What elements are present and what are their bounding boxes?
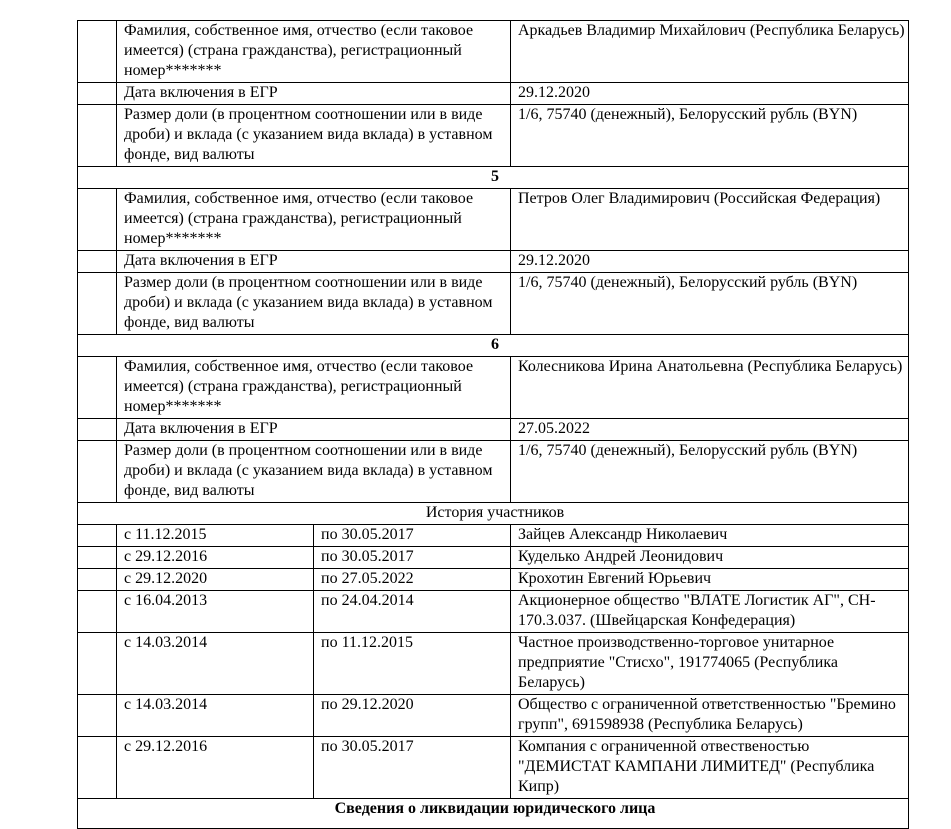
participant-share-row <box>78 441 909 503</box>
row-number-cell <box>78 21 117 83</box>
history-participant: Компания с ограниченной отвественостью "ДЕМИСТАТ КАМПАНИ ЛИМИТЕД" (Республика Кипр) <box>511 737 909 799</box>
history-from: с 11.12.2015 <box>117 525 314 547</box>
history-participant: Акционерное общество "ВЛАТЕ Логистик АГ", CH-170.3.037. (Швейцарская Конфедерация) <box>511 591 909 633</box>
participant-number: 5 <box>78 167 909 189</box>
row-number-cell <box>78 737 117 799</box>
row-number-cell <box>78 441 117 503</box>
participant-share-row <box>78 105 909 167</box>
liquidation-section-title: Сведения о ликвидации юридического лица <box>78 799 909 829</box>
row-number-cell <box>78 569 117 591</box>
history-to: по 29.12.2020 <box>314 695 511 737</box>
row-number-cell <box>78 251 117 273</box>
row-number-cell <box>78 83 117 105</box>
participant-name-value: Аркадьев Владимир Михайлович (Республика Беларусь) <box>511 21 909 83</box>
row-number-cell <box>78 189 117 251</box>
history-to: по 30.05.2017 <box>314 737 511 799</box>
history-title-row <box>78 503 909 525</box>
history-from: с 14.03.2014 <box>117 695 314 737</box>
egr-extract-table <box>77 20 909 829</box>
field-label-egr-date: Дата включения в ЕГР <box>117 419 511 441</box>
row-number-cell <box>78 273 117 335</box>
history-row <box>78 569 909 591</box>
field-label-share: Размер доли (в процентном соотношении или в виде дроби) и вклада (с указанием вида вклада) в уставном фонде, вид валюты <box>117 273 511 335</box>
history-participant: Зайцев Александр Николаевич <box>511 525 909 547</box>
field-label-name: Фамилия, собственное имя, отчество (если таковое имеется) (страна гражданства), регистрационный номер******* <box>117 189 511 251</box>
participant-egr-date-row <box>78 251 909 273</box>
field-label-name: Фамилия, собственное имя, отчество (если таковое имеется) (страна гражданства), регистрационный номер******* <box>117 357 511 419</box>
participant-egr-date-row <box>78 83 909 105</box>
participant-number: 6 <box>78 335 909 357</box>
row-number-cell <box>78 695 117 737</box>
participant-egr-date-row <box>78 419 909 441</box>
history-title: История участников <box>78 503 909 525</box>
history-from: с 14.03.2014 <box>117 633 314 695</box>
row-number-cell <box>78 591 117 633</box>
history-to: по 30.05.2017 <box>314 525 511 547</box>
row-number-cell <box>78 419 117 441</box>
history-to: по 30.05.2017 <box>314 547 511 569</box>
history-from: с 29.12.2020 <box>117 569 314 591</box>
history-row <box>78 695 909 737</box>
history-participant: Крохотин Евгений Юрьевич <box>511 569 909 591</box>
row-number-cell <box>78 105 117 167</box>
history-from: с 16.04.2013 <box>117 591 314 633</box>
history-to: по 24.04.2014 <box>314 591 511 633</box>
history-participant: Куделько Андрей Леонидович <box>511 547 909 569</box>
participant-egr-date-value: 29.12.2020 <box>511 251 909 273</box>
participant-number-row <box>78 335 909 357</box>
field-label-egr-date: Дата включения в ЕГР <box>117 83 511 105</box>
participant-name-row <box>78 189 909 251</box>
participant-share-row <box>78 273 909 335</box>
history-row <box>78 591 909 633</box>
history-from: с 29.12.2016 <box>117 547 314 569</box>
row-number-cell <box>78 357 117 419</box>
history-row <box>78 525 909 547</box>
field-label-name: Фамилия, собственное имя, отчество (если таковое имеется) (страна гражданства), регистрационный номер******* <box>117 21 511 83</box>
participant-share-value: 1/6, 75740 (денежный), Белорусский рубль (BYN) <box>511 441 909 503</box>
participant-name-value: Колесникова Ирина Анатольевна (Республика Беларусь) <box>511 357 909 419</box>
field-label-share: Размер доли (в процентном соотношении или в виде дроби) и вклада (с указанием вида вклада) в уставном фонде, вид валюты <box>117 441 511 503</box>
liquidation-title-row <box>78 799 909 829</box>
participant-name-value: Петров Олег Владимирович (Российская Федерация) <box>511 189 909 251</box>
history-row <box>78 737 909 799</box>
history-to: по 11.12.2015 <box>314 633 511 695</box>
history-participant: Общество с ограниченной ответственностью "Бремино групп", 691598938 (Республика Беларусь) <box>511 695 909 737</box>
history-participant: Частное производственно-торговое унитарное предприятие "Стисхо", 191774065 (Республика Беларусь) <box>511 633 909 695</box>
participant-egr-date-value: 29.12.2020 <box>511 83 909 105</box>
participant-name-row <box>78 357 909 419</box>
row-number-cell <box>78 633 117 695</box>
participant-share-value: 1/6, 75740 (денежный), Белорусский рубль (BYN) <box>511 273 909 335</box>
field-label-share: Размер доли (в процентном соотношении или в виде дроби) и вклада (с указанием вида вклада) в уставном фонде, вид валюты <box>117 105 511 167</box>
participant-share-value: 1/6, 75740 (денежный), Белорусский рубль (BYN) <box>511 105 909 167</box>
history-row <box>78 547 909 569</box>
row-number-cell <box>78 525 117 547</box>
field-label-egr-date: Дата включения в ЕГР <box>117 251 511 273</box>
egr-extract-page <box>77 20 908 829</box>
history-from: с 29.12.2016 <box>117 737 314 799</box>
history-row <box>78 633 909 695</box>
row-number-cell <box>78 547 117 569</box>
participant-name-row <box>78 21 909 83</box>
participant-egr-date-value: 27.05.2022 <box>511 419 909 441</box>
participant-number-row <box>78 167 909 189</box>
history-to: по 27.05.2022 <box>314 569 511 591</box>
